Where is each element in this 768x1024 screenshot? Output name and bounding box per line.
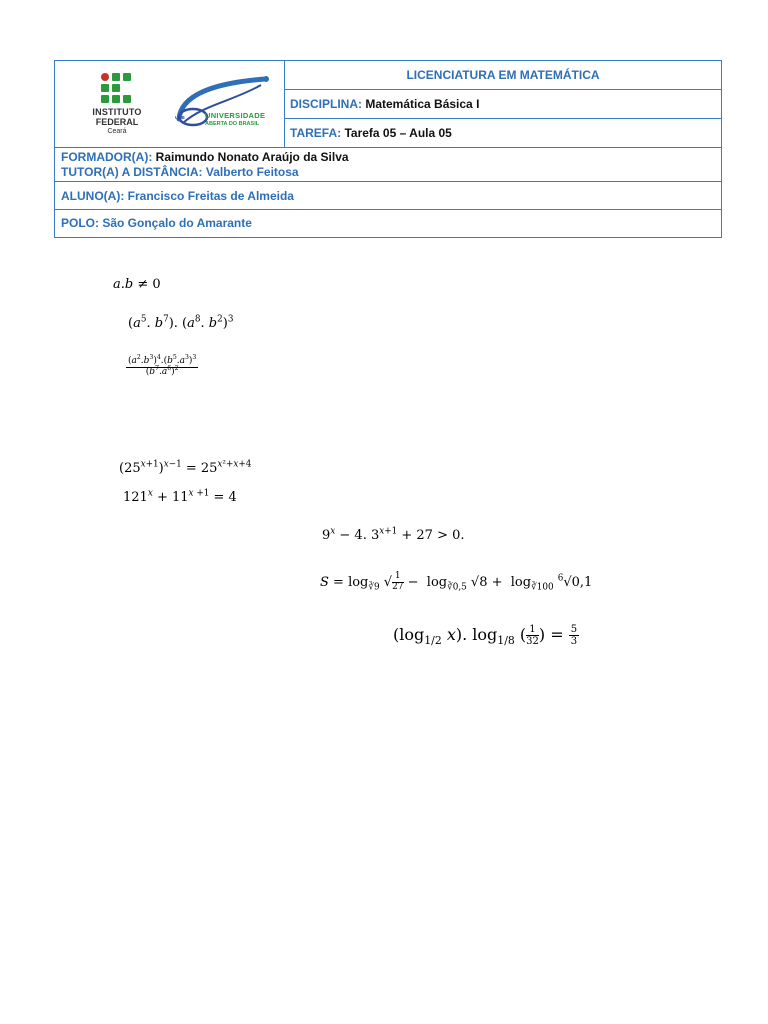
polo-label: POLO: <box>61 216 99 230</box>
equation-1: a.b ≠ 0 <box>113 277 161 292</box>
equation-5: $121^x + 11^{x +1} = 4$ <box>123 488 237 505</box>
uab-line1: UNIVERSIDADE <box>205 111 266 120</box>
equation-6: 9$^x$ − 4. $3^{x+1} + 27 > 0$. <box>322 526 465 543</box>
header-table <box>54 60 722 238</box>
tarefa-row <box>285 119 721 148</box>
uab-logo <box>173 75 283 141</box>
uab-mark: UAB <box>175 115 185 120</box>
course-title: LICENCIATURA EM MATEMÁTICA <box>285 61 721 90</box>
tutor-label: TUTOR(A) A DISTÂNCIA: <box>61 165 203 179</box>
equation-7: $S = \log_{∛9}$ √ $\frac{1}{27}$ − $\log_{∛0,5} √8 + \log_{∛100} ^6√0,1$ <box>320 571 593 593</box>
tutor-value: Valberto Feitosa <box>205 165 299 179</box>
if-line3: Ceará <box>107 128 127 135</box>
instituto-federal-logo <box>85 73 149 145</box>
if-grid-icon <box>101 73 133 103</box>
formador-value: Raimundo Nonato Araújo da Silva <box>155 150 349 164</box>
uab-line2: ABERTA DO BRASIL <box>205 121 260 127</box>
polo-row <box>55 210 721 237</box>
formador-label: FORMADOR(A): <box>61 150 153 164</box>
equation-2: ($a^5$. $b^7$). ($a^8$. $b^2)^3$ <box>128 314 234 331</box>
equation-4: $(25^{x+1})^{x-1} = 25^{x^2+x+4}$ <box>119 459 252 476</box>
polo-value: São Gonçalo do Amarante <box>102 216 252 230</box>
aluno-label: ALUNO(A): <box>61 189 125 203</box>
equation-8: ($\log_{1/2}$ x). $\log_{1/8}$ ( $\frac{1}{32}$ ) = $\frac{5}{3}$ <box>393 624 578 648</box>
disciplina-label: DISCIPLINA: <box>290 97 362 111</box>
tarefa-label: TAREFA: <box>290 126 342 140</box>
if-line1: INSTITUTO <box>92 107 142 117</box>
aluno-row <box>55 182 721 210</box>
aluno-value: Francisco Freitas de Almeida <box>127 189 294 203</box>
disciplina-row <box>285 90 721 119</box>
logo-cell <box>55 61 285 148</box>
formador-tutor-row <box>55 148 721 182</box>
tarefa-value: Tarefa 05 – Aula 05 <box>344 126 452 140</box>
if-line2: FEDERAL <box>95 117 139 127</box>
disciplina-value: Matemática Básica I <box>365 97 480 111</box>
equation-3: $\frac{(a^2.b^3)^4.(b^5.a^3)^3}{(b^7.a^6)^2}$ <box>128 354 197 377</box>
